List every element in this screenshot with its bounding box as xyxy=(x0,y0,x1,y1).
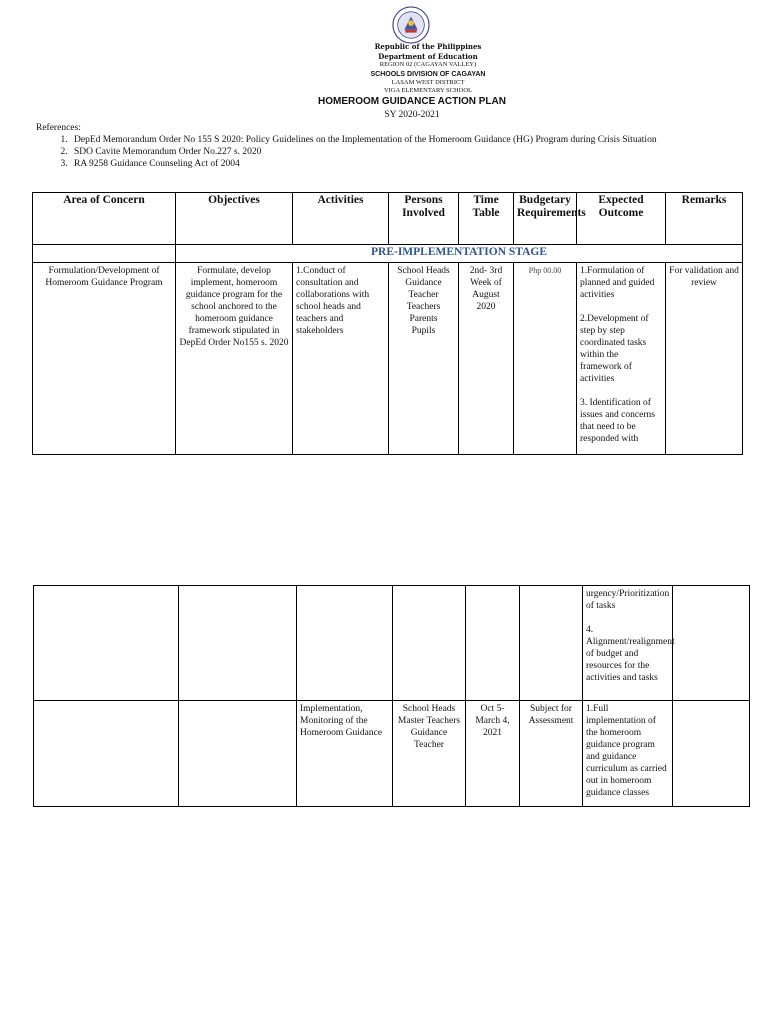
table-header-row xyxy=(33,193,743,245)
area-cell xyxy=(34,701,179,807)
outcome-item: 3. Identification of issues and concerns that need to be responded with xyxy=(580,398,655,444)
district-line: LASAM WEST DISTRICT xyxy=(391,79,465,86)
department-line: Department of Education xyxy=(378,52,478,61)
col-header-timetable: Time Table xyxy=(459,193,514,245)
objectives-cell xyxy=(179,701,297,807)
stage-label: PRE-IMPLEMENTATION STAGE xyxy=(176,245,743,263)
stage-blank-cell xyxy=(33,245,176,263)
references-list xyxy=(36,134,760,170)
col-header-persons: Persons Involved xyxy=(389,193,459,245)
references-label: References: xyxy=(36,123,81,133)
area-cell: Formulation/Development of Homeroom Guidance Program xyxy=(33,263,176,455)
reference-item: 2. SDO Cavite Memorandum Order No.227 s. 2020 xyxy=(70,146,760,158)
school-line: VIGA ELEMENTARY SCHOOL xyxy=(383,87,473,94)
budget-cell: Subject for Assessment xyxy=(520,701,583,807)
outcome-cell xyxy=(583,586,673,701)
activities-cell xyxy=(297,586,393,701)
region-line: REGION 02 (CAGAYAN VALLEY) xyxy=(379,61,477,68)
persons-cell xyxy=(393,586,466,701)
timetable-cell: 2nd- 3rd Week of August 2020 xyxy=(459,263,514,455)
outcome-item: 4. Alignment/realignment of budget and resources for the activities and tasks xyxy=(586,625,675,683)
outcome-item: 2.Development of step by step coordinated tasks within the framework of activities xyxy=(580,314,649,384)
remarks-cell xyxy=(673,701,750,807)
stage-row xyxy=(33,245,743,263)
col-header-outcome: Expected Outcome xyxy=(577,193,666,245)
person-item: School Heads xyxy=(397,266,450,276)
col-header-area: Area of Concern xyxy=(33,193,176,245)
reference-item: 3. RA 9258 Guidance Counseling Act of 2004 xyxy=(70,158,760,170)
person-item: Guidance Teacher xyxy=(405,278,442,300)
budget-cell xyxy=(520,586,583,701)
table-row xyxy=(34,701,750,807)
col-header-remarks: Remarks xyxy=(666,193,743,245)
area-cell xyxy=(34,586,179,701)
col-header-objectives: Objectives xyxy=(176,193,293,245)
col-header-budget: Budgetary Requirements xyxy=(514,193,577,245)
outcome-cell: 1.Full implementation of the homeroom guidance program and guidance curriculum as carried out in homeroom guidance classes xyxy=(583,701,673,807)
person-item: Parents xyxy=(409,314,438,324)
outcome-cell xyxy=(577,263,666,455)
timetable-cell xyxy=(466,586,520,701)
outcome-item: urgency/Prioritization of tasks xyxy=(586,589,670,611)
person-item: Pupils xyxy=(411,326,436,336)
col-header-activities: Activities xyxy=(293,193,389,245)
school-year: SY 2020-2021 xyxy=(384,110,440,120)
person-item: Guidance Teacher xyxy=(410,728,448,750)
objectives-cell: Formulate, develop implement, homeroom guidance program for the school anchored to the homeroom guidance framework stipulated in DepEd Order No155 s. 2020 xyxy=(176,263,293,455)
action-plan-table-continued xyxy=(33,585,750,807)
budget-cell: Php 00.00 xyxy=(514,263,577,455)
outcome-item: 1.Formulation of planned and guided activities xyxy=(580,266,655,300)
persons-cell xyxy=(393,701,466,807)
page-title: HOMEROOM GUIDANCE ACTION PLAN xyxy=(318,96,506,107)
division-line: SCHOOLS DIVISION OF CAGAYAN xyxy=(370,71,486,78)
remarks-cell xyxy=(673,586,750,701)
objectives-cell xyxy=(179,586,297,701)
person-item: Master Teachers xyxy=(397,716,461,726)
republic-line: Republic of the Philippines xyxy=(374,42,482,51)
table-row xyxy=(33,263,743,455)
persons-cell xyxy=(389,263,459,455)
references xyxy=(36,122,760,170)
activities-cell: Implementation, Monitoring of the Homeroom Guidance xyxy=(297,701,393,807)
action-plan-table xyxy=(32,192,743,455)
person-item: School Heads xyxy=(402,704,456,714)
table-row xyxy=(34,586,750,701)
timetable-cell: Oct 5- March 4, 2021 xyxy=(466,701,520,807)
reference-item: 1. DepEd Memorandum Order No 155 S 2020: Policy Guidelines on the Implementation of the Homeroom Guidance (HG) Program during Crisis Situation xyxy=(70,134,760,146)
remarks-cell: For validation and review xyxy=(666,263,743,455)
person-item: Teachers xyxy=(406,302,441,312)
activities-cell: 1.Conduct of consultation and collaborations with school heads and teachers and stakeholders xyxy=(293,263,389,455)
deped-seal-icon xyxy=(392,6,430,44)
